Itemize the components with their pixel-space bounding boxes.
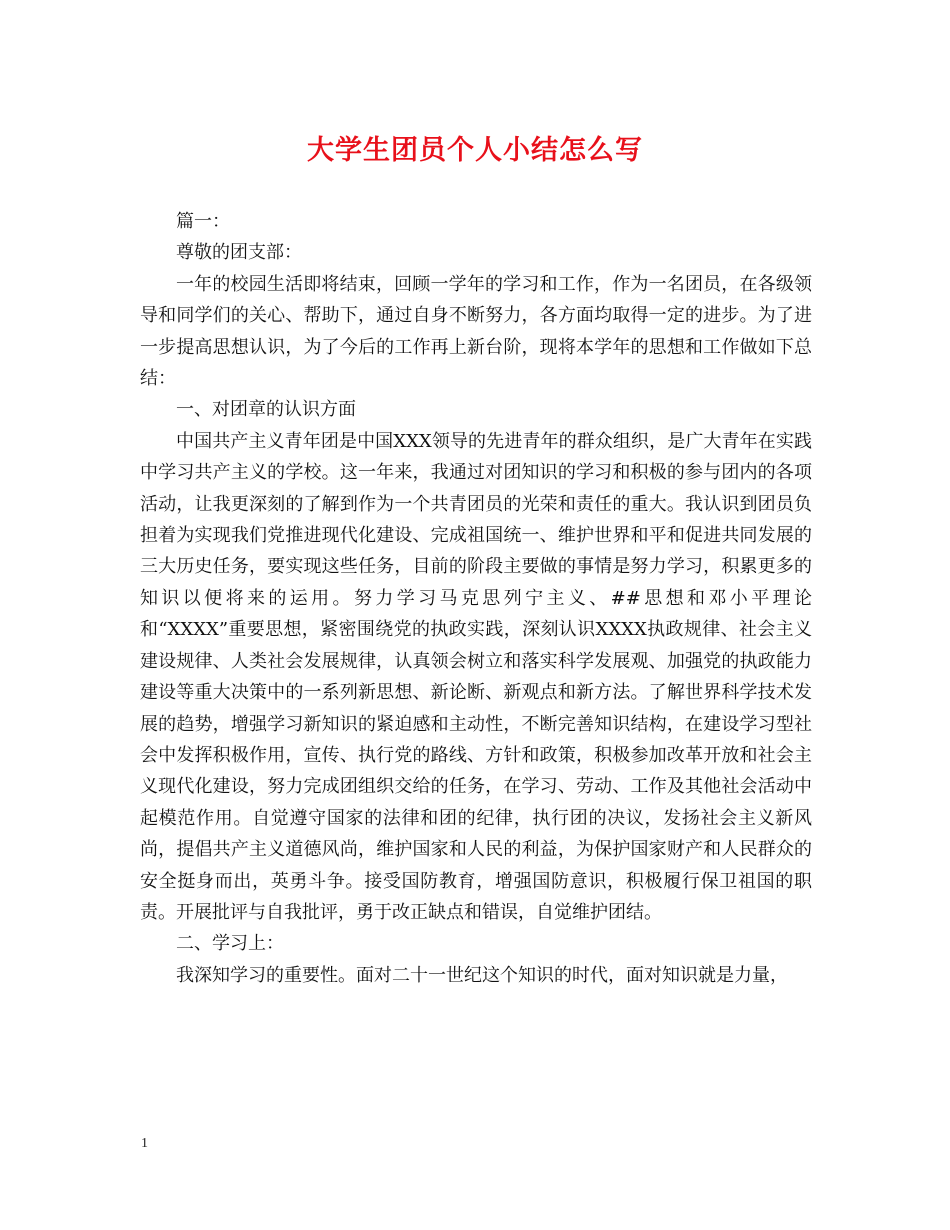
section-heading: 一、对团章的认识方面 — [176, 399, 356, 421]
body-paragraph: 一年的校园生活即将结束，回顾一学年的学习和工作，作为一名团员，在各级领导和同学们的关心、帮助下，通过自身不断努力，各方面均取得一定的进步。为了进一步提高思想认识，为了今后的工作再上新台阶，现将本学年的思想和工作做如下总结： — [140, 273, 812, 390]
body-paragraph: 我深知学习的重要性。面对二十一世纪这个知识的时代，面对知识就是力量， — [176, 964, 788, 986]
body-paragraph: 中国共产主义青年团是中国XXX领导的先进青年的群众组织，是广大青年在实践中学习共产主义的学校。这一年来，我通过对团知识的学习和积极的参与团内的各项活动，让我更深刻的了解到作为一个共青团员的光荣和责任的重大。我认识到团员负担着为实现我们党推进现代化建设、完成祖国统一、维护世界和平和促进共同发展的三大历史任务，要实现这些任务，目前的阶段主要做的事情是努力学习，积累更多的知识以便将来的运用。努力学习马克思列宁主义、##思想和邓小平理论和“XXXX”重要思想，紧密围绕党的执政实践，深刻认识XXXX执政规律、社会主义建设规律、人类社会发展规律，认真领会树立和落实科学发展观、加强党的执政能力建设等重大决策中的一系列新思想、新论断、新观点和新方法。了解世界科学技术发展的趋势，增强学习新知识的紧迫感和主动性，不断完善知识结构，在建设学习型社会中发挥积极作用，宣传、执行党的路线、方针和政策，积极参加改革开放和社会主义现代化建设，努力完成团组织交给的任务，在学习、劳动、工作及其他社会活动中起模范作用。自觉遵守国家的法律和团的纪律，执行团的决议，发扬社会主义新风尚，提倡共产主义道德风尚，维护国家和人民的利益，为保护国家财产和人民群众的安全挺身而出，英勇斗争。接受国防教育，增强国防意识，积极履行保卫祖国的职责。开展批评与自我批评，勇于改正缺点和错误，自觉维护团结。 — [140, 430, 812, 923]
section-label: 篇一： — [176, 211, 230, 232]
page-number: 1 — [141, 1136, 148, 1151]
salutation: 尊敬的团支部： — [176, 242, 302, 264]
document-body — [140, 206, 812, 991]
section-heading: 二、学习上： — [176, 933, 284, 955]
page-title: 大学生团员个人小结怎么写 — [307, 135, 643, 166]
